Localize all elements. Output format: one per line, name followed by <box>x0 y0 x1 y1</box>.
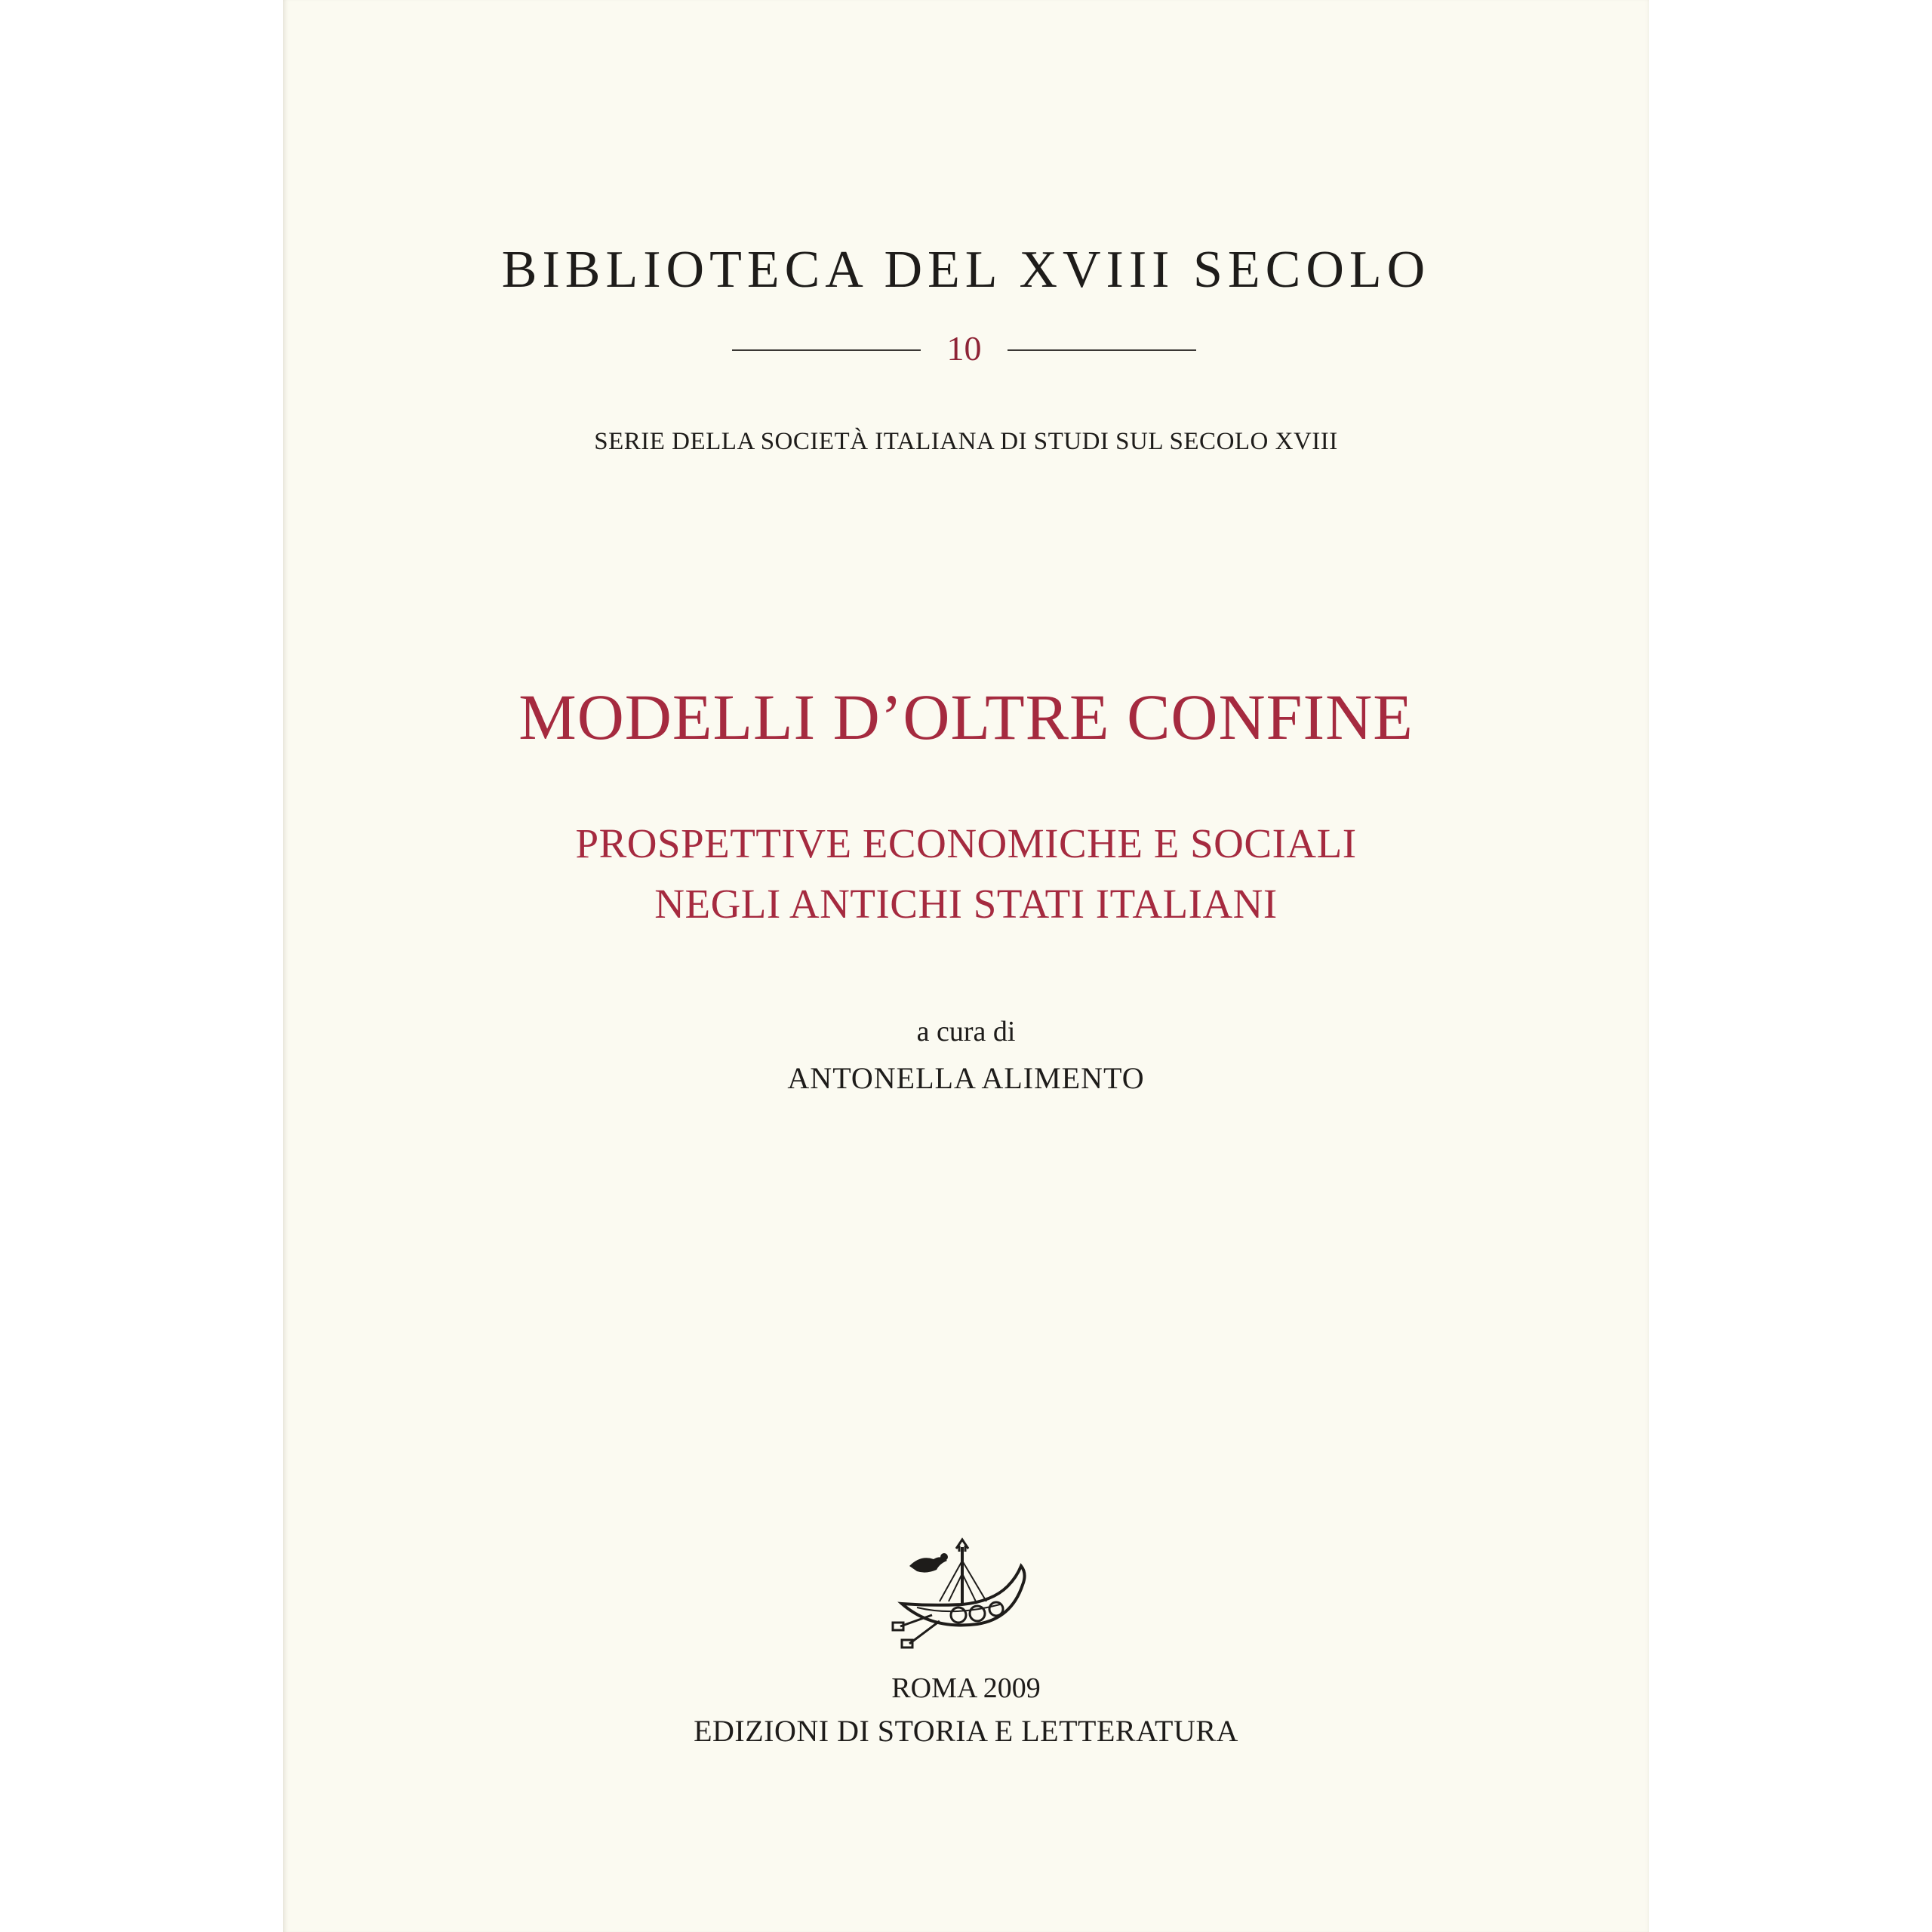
book-subtitle-line-1: PROSPETTIVE ECONOMICHE E SOCIALI <box>575 820 1357 866</box>
book-subtitle-line-2: NEGLI ANTICHI STATI ITALIANI <box>654 881 1278 927</box>
series-number: 10 <box>946 329 982 368</box>
editor-label: a cura di <box>916 1016 1016 1048</box>
ship-emblem-icon <box>887 1532 1038 1649</box>
series-title: BIBLIOTECA DEL XVIII SECOLO <box>501 241 1431 299</box>
book-cover <box>283 0 1649 1932</box>
editor-name: ANTONELLA ALIMENTO <box>787 1061 1145 1095</box>
book-title: MODELLI D’OLTRE CONFINE <box>518 681 1414 753</box>
place-and-year: ROMA 2009 <box>891 1672 1041 1704</box>
society-series-line: SERIE DELLA SOCIETÀ ITALIANA DI STUDI SUL SECOLO XVIII <box>594 428 1338 455</box>
right-rule <box>1008 349 1196 351</box>
publisher-name: EDIZIONI DI STORIA E LETTERATURA <box>694 1714 1238 1748</box>
left-rule <box>732 349 921 351</box>
series-number-row <box>283 328 1649 374</box>
